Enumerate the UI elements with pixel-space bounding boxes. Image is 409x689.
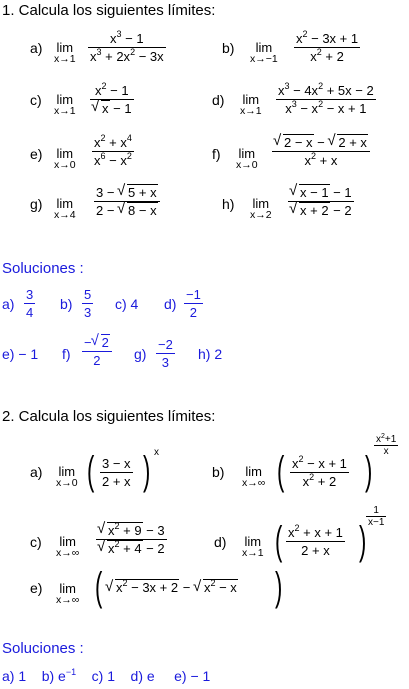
item-1h-lim: lim x→2 [250, 196, 272, 221]
item-1g-label: g) [30, 196, 43, 212]
section-2-title: 2. Calcula los siguientes límites: [2, 408, 216, 425]
item-2a-lim: lim x→0 [56, 464, 78, 489]
solutions-1-title: Soluciones : [2, 260, 84, 277]
item-1d-lim: lim x→1 [240, 92, 262, 117]
item-2a-fraction: 3 − x 2 + x [102, 456, 131, 489]
item-1f-label: f) [212, 146, 221, 162]
item-1e-label: e) [30, 146, 43, 162]
item-2b-open-paren: ( [276, 449, 285, 493]
item-2d-open-paren: ( [274, 519, 283, 563]
solution-1d: d) [164, 296, 177, 312]
item-2e-close-paren: ) [274, 565, 283, 609]
item-1g-lim: lim x→4 [54, 196, 76, 221]
item-1a-label: a) [30, 40, 43, 56]
item-2e-open-paren: ( [94, 565, 103, 609]
item-1f-lim: lim x→0 [236, 146, 258, 171]
solution-1f-fraction: −√ 2 2 [82, 334, 112, 369]
solution-1a: a) [2, 296, 15, 312]
item-2d-lim: lim x→1 [242, 534, 264, 559]
item-1b-lim: lim x→−1 [250, 40, 278, 65]
item-2b-lim: lim x→∞ [242, 464, 266, 489]
solution-1d-fraction: −1 2 [186, 287, 201, 320]
item-2b-close-paren: ) [364, 449, 373, 493]
item-1a-lim: lim x→1 [54, 40, 76, 65]
item-1d-label: d) [212, 92, 225, 108]
item-2e-expression: √ $x^2 - 3x + 2$ − √ $x^2 - x$ [106, 580, 238, 595]
item-2d-fraction: $x^2 + x + 1$ 2 + x [288, 523, 343, 558]
solution-1c: c) 4 [115, 296, 139, 312]
item-2c-label: c) [30, 534, 42, 550]
item-2a-close-paren: ) [142, 449, 151, 493]
item-1g-fraction: 3 − √ 5 + x 2 − √ 8 − x [94, 184, 160, 219]
solution-1g: g) [134, 346, 147, 362]
item-2e-lim: lim x→∞ [56, 581, 80, 606]
solutions-2-list: a) 1 b) $e^{-1}$ c) 1 d) e e) − 1 [2, 667, 211, 684]
item-2a-label: a) [30, 464, 43, 480]
item-1c-label: c) [30, 92, 42, 108]
item-1c-lim: lim x→1 [54, 92, 76, 117]
item-2c-fraction: √ $x^2 + 9 - 3$ √ $x^2 + 4 - 2$ [96, 522, 167, 557]
item-1f-fraction: √ 2 − x − √ 2 + x $x^2 + x$ [272, 134, 370, 169]
item-1e-fraction: $x^2 + x^4$ $x^6 - x^2$ [94, 133, 132, 168]
item-2a-exponent: x [154, 447, 159, 458]
item-1h-label: h) [222, 196, 235, 212]
item-1b-label: b) [222, 40, 235, 56]
item-1e-lim: lim x→0 [54, 146, 76, 171]
item-1b-fraction: $x^2 - 3x + 1$ $x^2 + 2$ [296, 29, 359, 64]
item-2b-label: b) [212, 464, 225, 480]
item-2d-label: d) [214, 534, 227, 550]
item-2c-lim: lim x→∞ [56, 534, 80, 559]
item-1h-fraction: √ x − 1 − 1 √ x + 2 − 2 [288, 184, 354, 219]
item-1c-fraction: $x^2 - 1$ √ x − 1 [90, 82, 134, 117]
solution-1b-fraction: 5 3 [84, 287, 92, 320]
item-1d-fraction: $x^3 - 4x^2 + 5x - 2$ $x^3 - x^2 - x + 1$ [278, 81, 374, 116]
solution-1f: f) [62, 346, 71, 362]
solution-1b: b) [60, 296, 73, 312]
item-2d-exponent: 1 x−1 [368, 505, 385, 528]
solutions-2-title: Soluciones : [2, 640, 84, 657]
section-1-title: 1. Calcula los siguientes límites: [2, 2, 216, 19]
item-2b-fraction: $x^2 - x + 1$ $x^2 + 2$ [292, 454, 347, 489]
solution-1a-fraction: 3 4 [26, 287, 34, 320]
item-2e-label: e) [30, 580, 43, 596]
item-2d-close-paren: ) [358, 519, 367, 563]
solution-1e: e) − 1 [2, 346, 39, 362]
solution-1g-fraction: −2 3 [158, 337, 173, 370]
item-2b-exponent: $x^2+1$ x [376, 433, 397, 457]
item-1a-fraction: $x^3 - 1$ $x^3 + 2x^2 - 3x$ [90, 29, 164, 64]
solution-1h: h) 2 [198, 346, 223, 362]
item-2a-open-paren: ( [86, 449, 95, 493]
